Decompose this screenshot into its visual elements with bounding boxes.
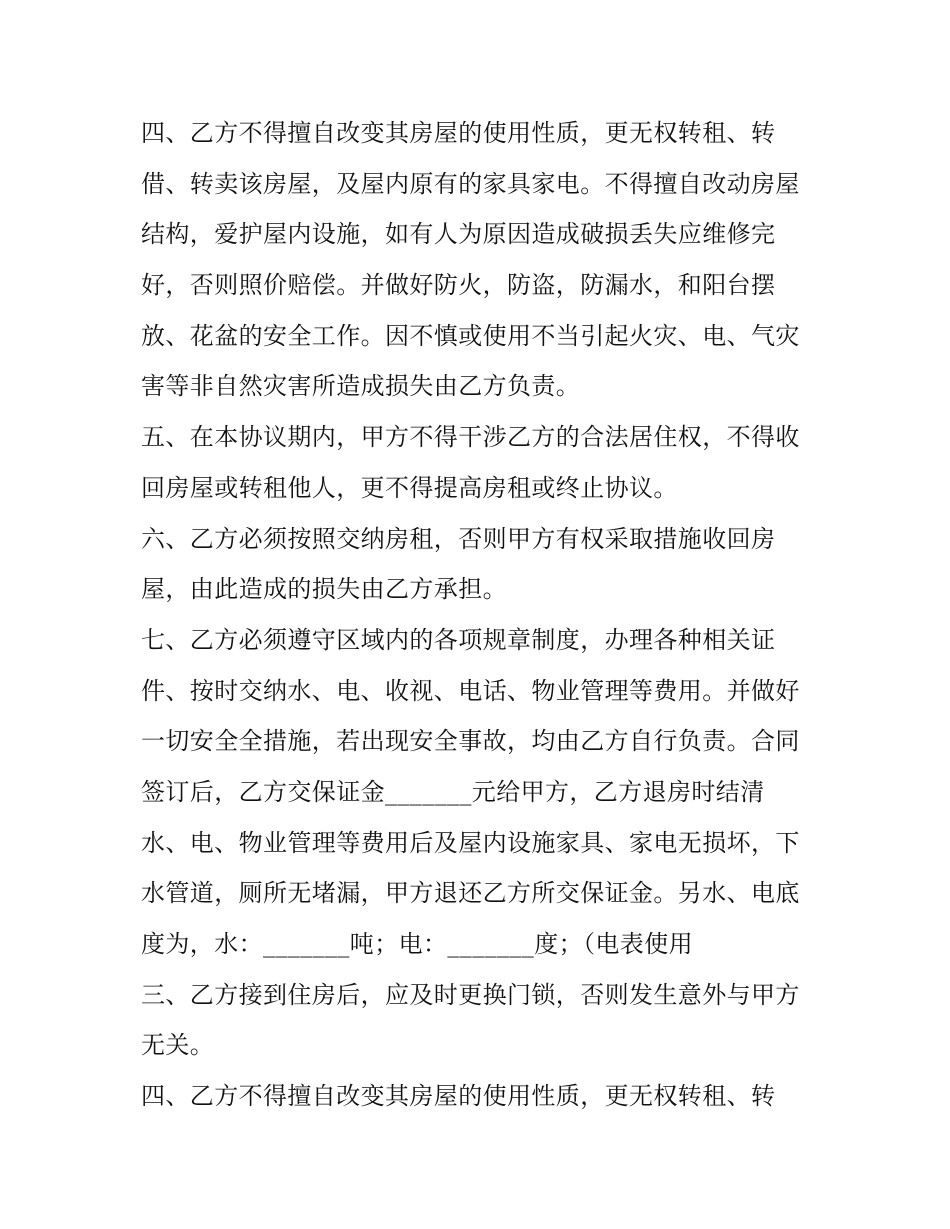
text-line: 放、花盆的安全工作。因不慎或使用不当引起火灾、电、气灾: [141, 321, 800, 350]
text-line: 四、乙方不得擅自改变其房屋的使用性质，更无权转租、转: [141, 1082, 776, 1111]
text-line: 六、乙方必须按照交纳房租，否则甲方有权采取措施收回房: [141, 524, 776, 553]
text-line: 害等非自然灾害所造成损失由乙方负责。: [141, 372, 581, 401]
text-line: 无关。: [141, 1031, 215, 1060]
text-line: 一切安全全措施，若出现安全事故，均由乙方自行负责。合同: [141, 727, 800, 756]
text-line: 水、电、物业管理等费用后及屋内设施家具、家电无损坏，下: [141, 828, 800, 857]
text-line: 回房屋或转租他人，更不得提高房租或终止协议。: [141, 473, 678, 502]
text-line: 水管道，厕所无堵漏，甲方退还乙方所交保证金。另水、电底: [141, 879, 800, 908]
text-line: 三、乙方接到住房后，应及时更换门锁，否则发生意外与甲方: [141, 980, 800, 1009]
text-line: 结构，爱护屋内设施，如有人为原因造成破损丢失应维修完: [141, 220, 776, 249]
text-line: 好，否则照价赔偿。并做好防火，防盗，防漏水，和阳台摆: [141, 271, 776, 300]
text-line: 签订后，乙方交保证金_______元给甲方，乙方退房时结清: [141, 777, 765, 806]
text-line: 件、按时交纳水、电、收视、电话、物业管理等费用。并做好: [141, 676, 800, 705]
text-line: 五、在本协议期内，甲方不得干涉乙方的合法居住权，不得收: [141, 423, 800, 452]
text-line: 借、转卖该房屋，及屋内原有的家具家电。不得擅自改动房屋: [141, 169, 800, 198]
contract-body-text: [141, 108, 821, 1122]
text-line: 四、乙方不得擅自改变其房屋的使用性质，更无权转租、转: [141, 119, 776, 147]
text-line: 屋，由此造成的损失由乙方承担。: [141, 575, 507, 604]
text-line: 度为，水：_______吨；电：_______度；（电表使用: [141, 930, 693, 958]
text-line: 七、乙方必须遵守区域内的各项规章制度，办理各种相关证: [141, 625, 776, 654]
